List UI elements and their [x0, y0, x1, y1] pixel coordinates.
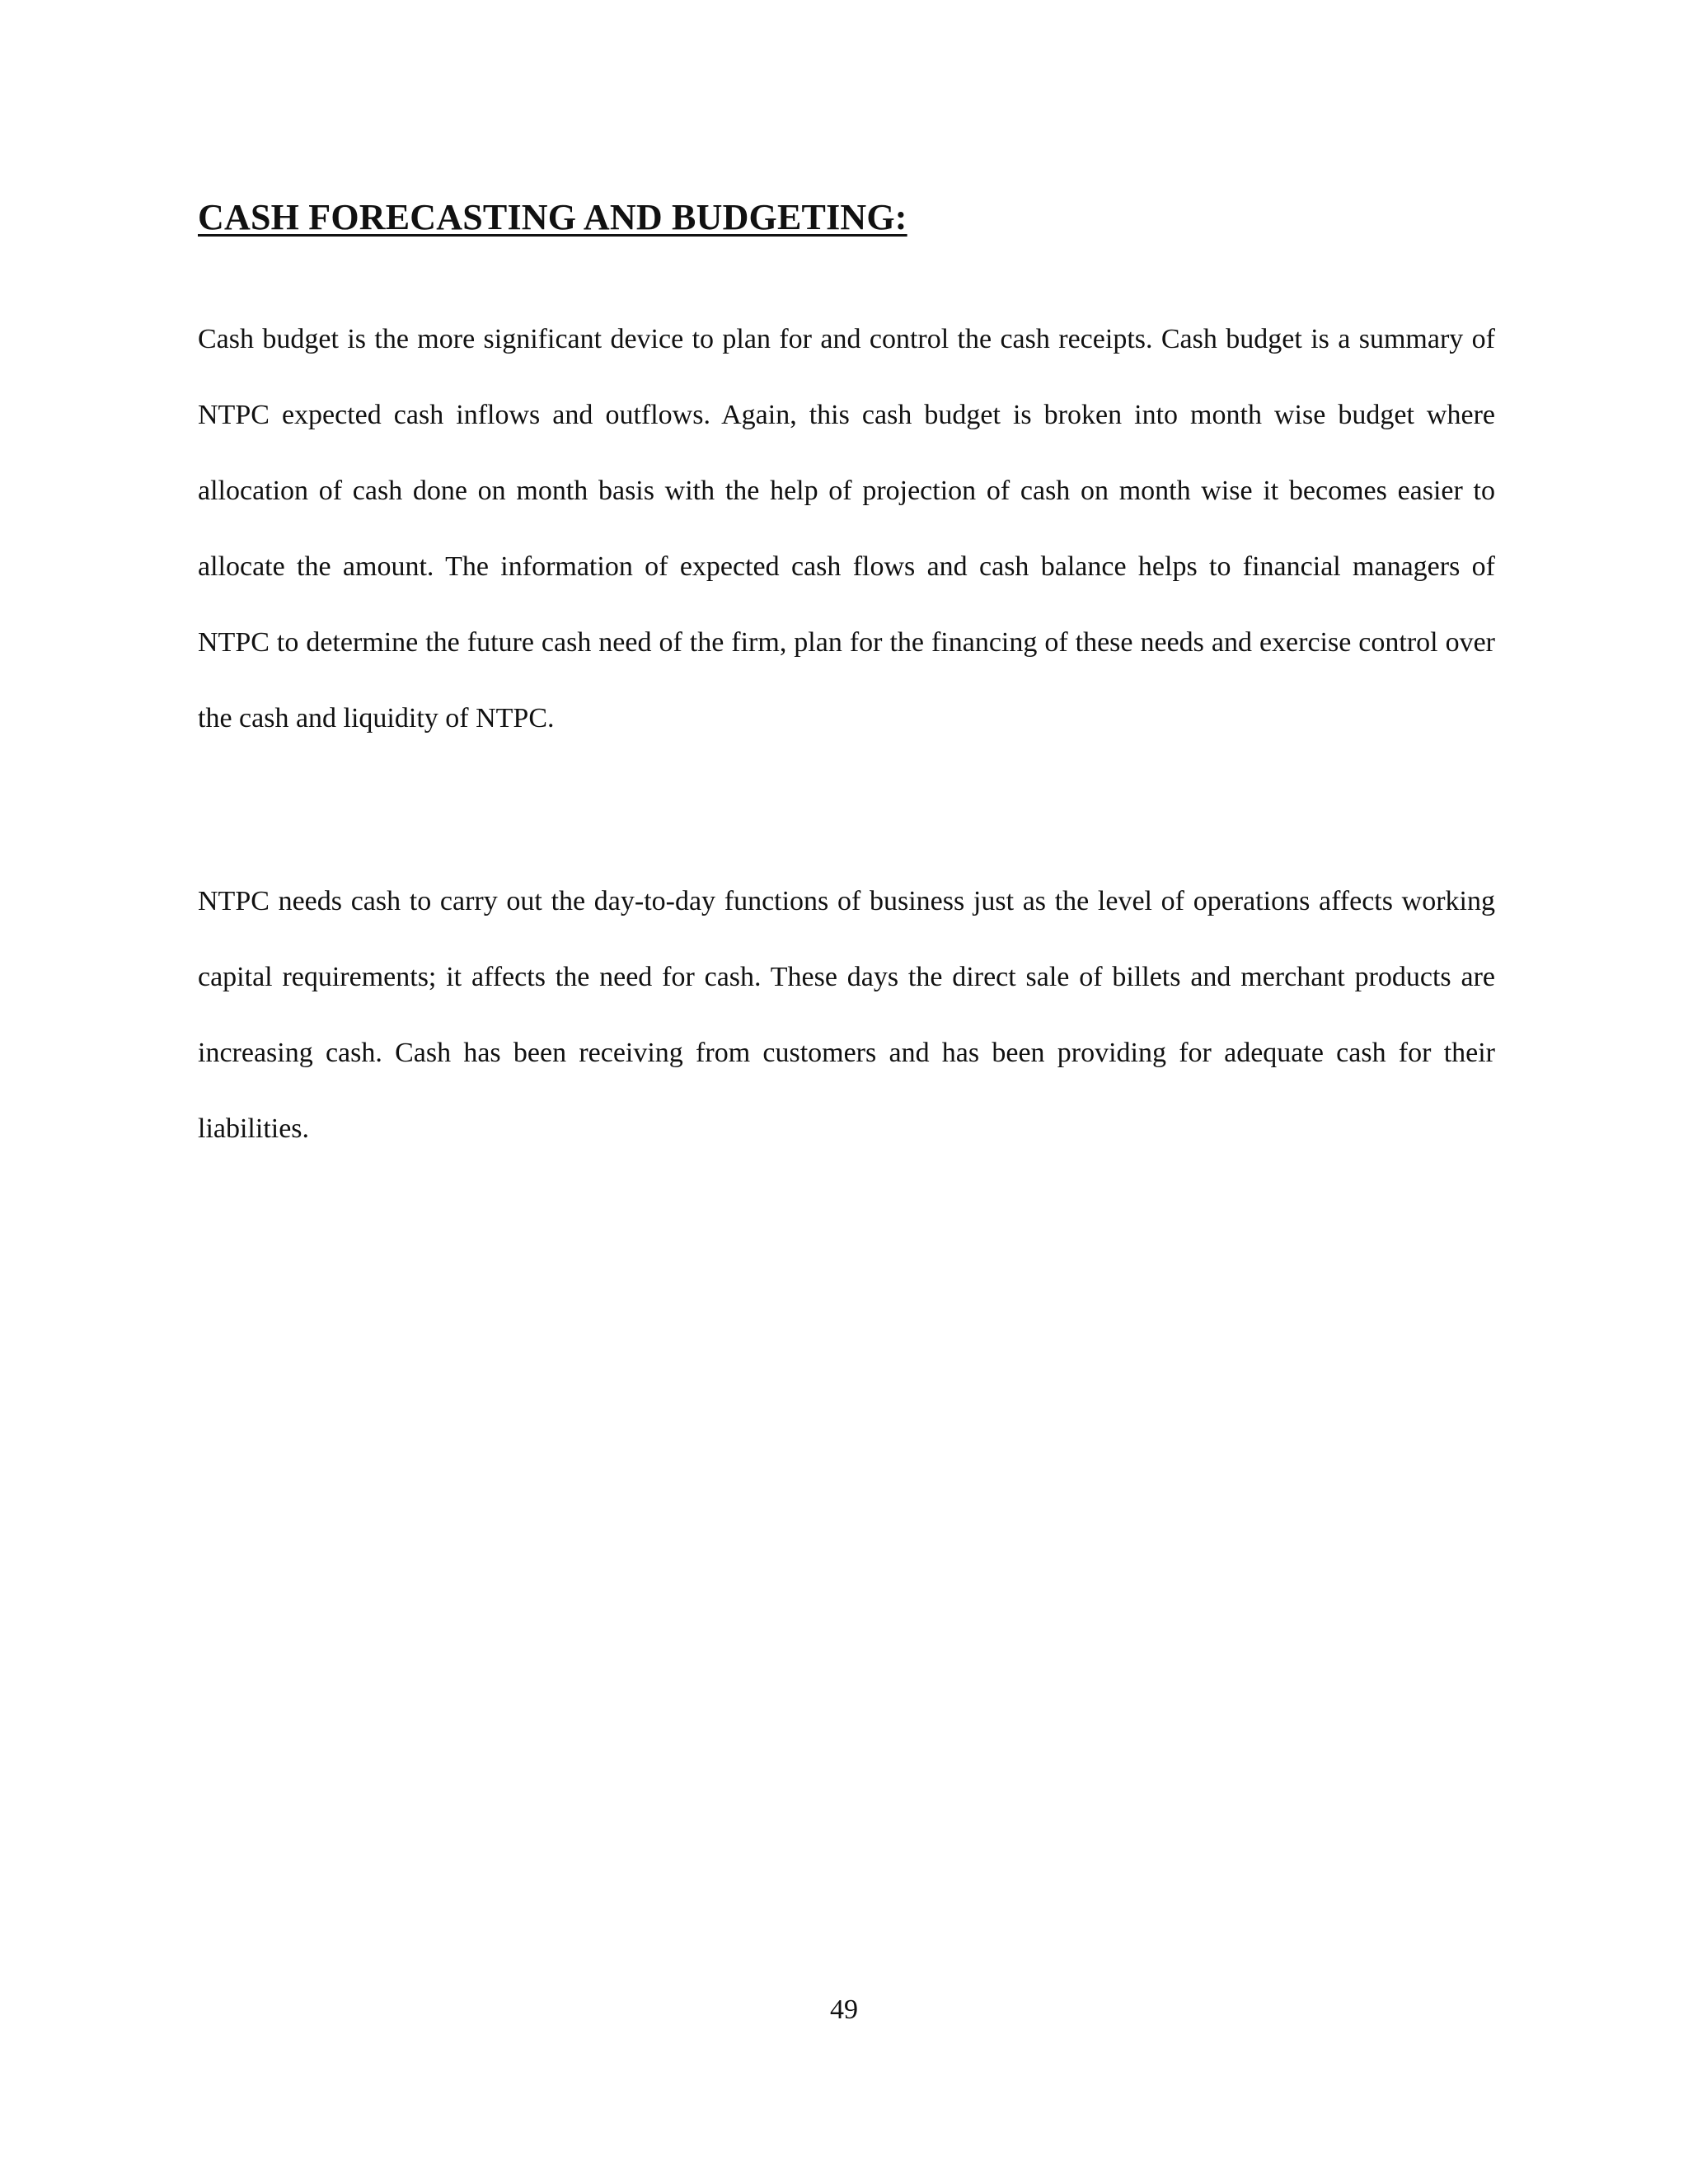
body-paragraph-cash-budget: Cash budget is the more significant device to plan for and control the cash receipts. Cash budget is a summary of NTPC expected cash inflows and outflows. Again, this cash budget is broken into month wise budget where allocation of cash done on month basis with the help of projection of cash on month wise it becomes easier to allocate the amount. The information of expected cash flows and cash balance helps to financial managers of NTPC to determine the future cash need of the firm, plan for the financing of these needs and exercise control over the cash and liquidity of NTPC. — [198, 324, 1495, 733]
page-number: 49 — [830, 1994, 858, 2025]
section-heading: CASH FORECASTING AND BUDGETING: — [198, 197, 907, 237]
body-paragraph-ntpc-cash-needs: NTPC needs cash to carry out the day-to-day functions of business just as the level of operations affects working capital requirements; it affects the need for cash. These days the direct sale of billets and merchant products are increasing cash. Cash has been receiving from customers and has been providing for adequate cash for their liabilities. — [198, 886, 1495, 1144]
